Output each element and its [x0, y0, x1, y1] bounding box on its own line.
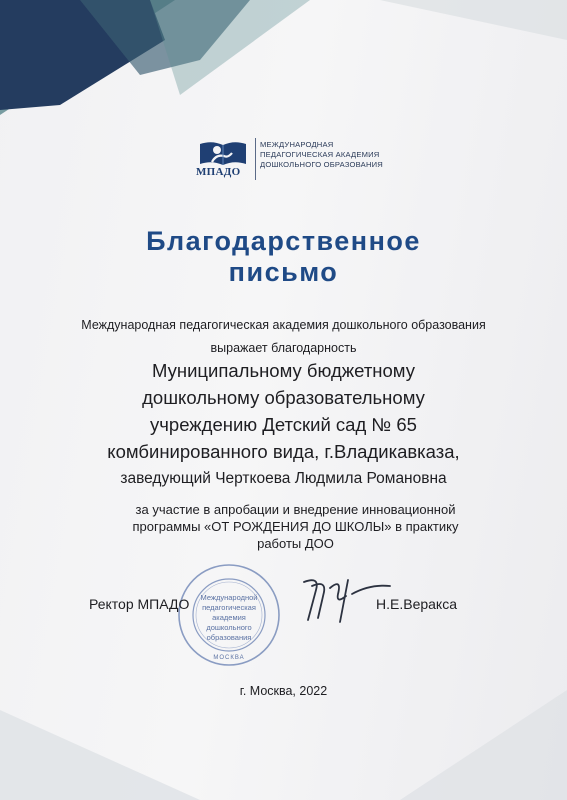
- round-stamp: [176, 562, 282, 668]
- academy-logo: [192, 136, 412, 184]
- decorative-corner-shapes: [0, 0, 567, 130]
- logo-line-1: МЕЖДУНАРОДНАЯ: [260, 140, 334, 149]
- stamp-text-5: образования: [206, 633, 252, 642]
- expresses-gratitude: выражает благодарность: [210, 341, 357, 355]
- recipient-line-3: учреждению Детский сад № 65: [150, 414, 417, 435]
- stamp-text-3: академия: [212, 613, 246, 622]
- stamp-text-4: дошкольного: [206, 623, 252, 632]
- stamp-text-1: Международной: [200, 593, 258, 602]
- title-line-1: Благодарственное: [146, 226, 421, 256]
- recipient-line-2: дошкольному образовательному: [142, 387, 425, 408]
- decorative-bottom-shapes: [0, 650, 567, 800]
- reason-line-3: работы ДОО: [257, 536, 334, 551]
- rector-name: Н.Е.Веракса: [376, 596, 457, 612]
- head-of-school: заведующий Черткоева Людмила Романовна: [120, 470, 447, 487]
- recipient-line-1: Муниципальному бюджетному: [152, 360, 415, 381]
- organization-name: Международная педагогическая академия дошкольного образования: [81, 318, 486, 332]
- logo-divider: [255, 138, 256, 180]
- recipient-line-4: комбинированного вида, г.Владикавказа,: [107, 441, 460, 462]
- logo-line-2: ПЕДАГОГИЧЕСКАЯ АКАДЕМИЯ: [260, 150, 380, 159]
- rector-title: Ректор МПАДО: [89, 596, 190, 612]
- reason-line-2: программы «ОТ РОЖДЕНИЯ ДО ШКОЛЫ» в практику: [132, 519, 459, 534]
- logo-line-3: ДОШКОЛЬНОГО ОБРАЗОВАНИЯ: [260, 160, 383, 169]
- place-date: г. Москва, 2022: [239, 684, 328, 698]
- logo-text: [260, 140, 383, 170]
- title-line-2: письмо: [228, 257, 339, 287]
- stamp-text-2: педагогическая: [202, 603, 256, 612]
- logo-abbreviation: МПАДО: [196, 166, 241, 178]
- reason-line-1: за участие в апробации и внедрение инновационной: [135, 502, 456, 517]
- stamp-city: МОСКВА: [213, 655, 245, 661]
